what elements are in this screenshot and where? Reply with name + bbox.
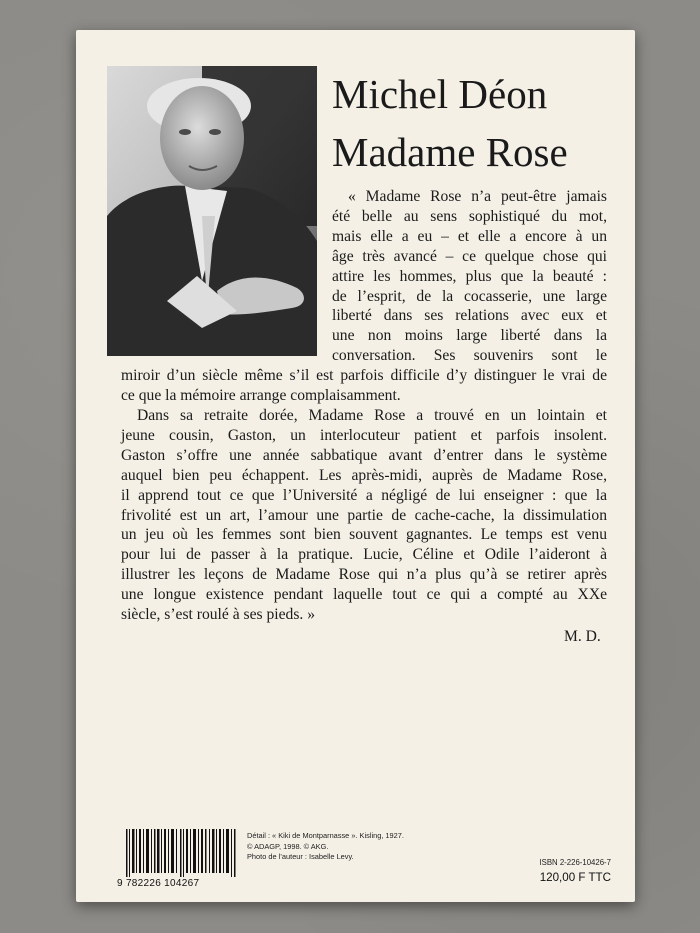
credit-line: Détail : « Kiki de Montparnasse ». Kisling, 1927.: [247, 831, 404, 840]
blurb-line: frivolité est un art, l’amour une partie de cache-cache, la dissimulation: [121, 506, 607, 524]
image-credits: [247, 831, 404, 863]
barcode-icon: [126, 829, 238, 877]
blurb-line: une non moins large liberté dans la: [332, 327, 607, 345]
blurb-line: illustrer les leçons de Madame Rose qui n’a plus qu’à se retirer après: [121, 566, 607, 584]
blurb-line: « Madame Rose n’a peut-être jamais: [348, 188, 607, 205]
blurb-middle: [121, 366, 607, 406]
blurb-top: [332, 187, 607, 366]
blurb-line: liberté dans ses relations avec eux et: [332, 307, 607, 325]
blurb-line: Gaston s’offre une année sabbatique avant d’entrer dans le système: [121, 446, 607, 464]
isbn: ISBN 2-226-10426-7: [539, 858, 611, 867]
blurb-line: siècle, s’est roulé à ses pieds. »: [121, 606, 316, 624]
blurb-line: attire les hommes, plus que la beauté :: [332, 267, 607, 285]
blurb-line: miroir d’un siècle même s’il est parfois difficile d’y distinguer le vrai de: [121, 367, 607, 384]
blurb-line: Dans sa retraite dorée, Madame Rose a trouvé en un lointain et: [137, 407, 607, 424]
blurb-line: été belle au sens sophistiqué du mot,: [332, 207, 607, 225]
blurb-line: pour lui de passer à la pratique. Lucie, Céline et Odile l’aideront à: [121, 546, 607, 564]
credit-line: © ADAGP, 1998. © AKG.: [247, 841, 329, 851]
blurb-line: un jeu où les femmes sont bien souvent gagnantes. Le temps est venu: [121, 526, 607, 544]
blurb-line: auquel bien peu échappent. Les après-midi, auprès de Madame Rose,: [121, 466, 607, 484]
blurb-line: âge très avancé – ce quelque chose qui: [332, 247, 607, 265]
blurb-line: de l’esprit, de la cocasserie, une large: [332, 287, 607, 305]
book-title: Madame Rose: [332, 129, 568, 175]
book-back-cover: [76, 30, 635, 902]
author-portrait-image: [107, 66, 317, 356]
blurb-line: conversation. Ses souvenirs sont le: [332, 347, 607, 365]
blurb-line: mais elle a eu – et elle a encore à un: [332, 227, 607, 245]
blurb-paragraph-2: [121, 406, 607, 625]
blurb-line: il apprend tout ce que l’Université a négligé de lui enseigner : que la: [121, 486, 607, 504]
author-name: Michel Déon: [332, 71, 548, 117]
signature: M. D.: [564, 628, 601, 645]
blurb-line: jeune cousin, Gaston, un interlocuteur patient et parfois insolent.: [121, 426, 607, 444]
price: 120,00 F TTC: [539, 871, 611, 884]
blurb-line: une longue existence pendant laquelle tout ce qui a compté au XXe: [121, 586, 607, 604]
barcode-number: 9 782226 104267: [117, 878, 200, 889]
author-photo: [107, 66, 317, 356]
blurb-line: ce que la mémoire arrange complaisamment.: [121, 386, 401, 404]
credit-line: Photo de l’auteur : Isabelle Levy.: [247, 852, 354, 861]
